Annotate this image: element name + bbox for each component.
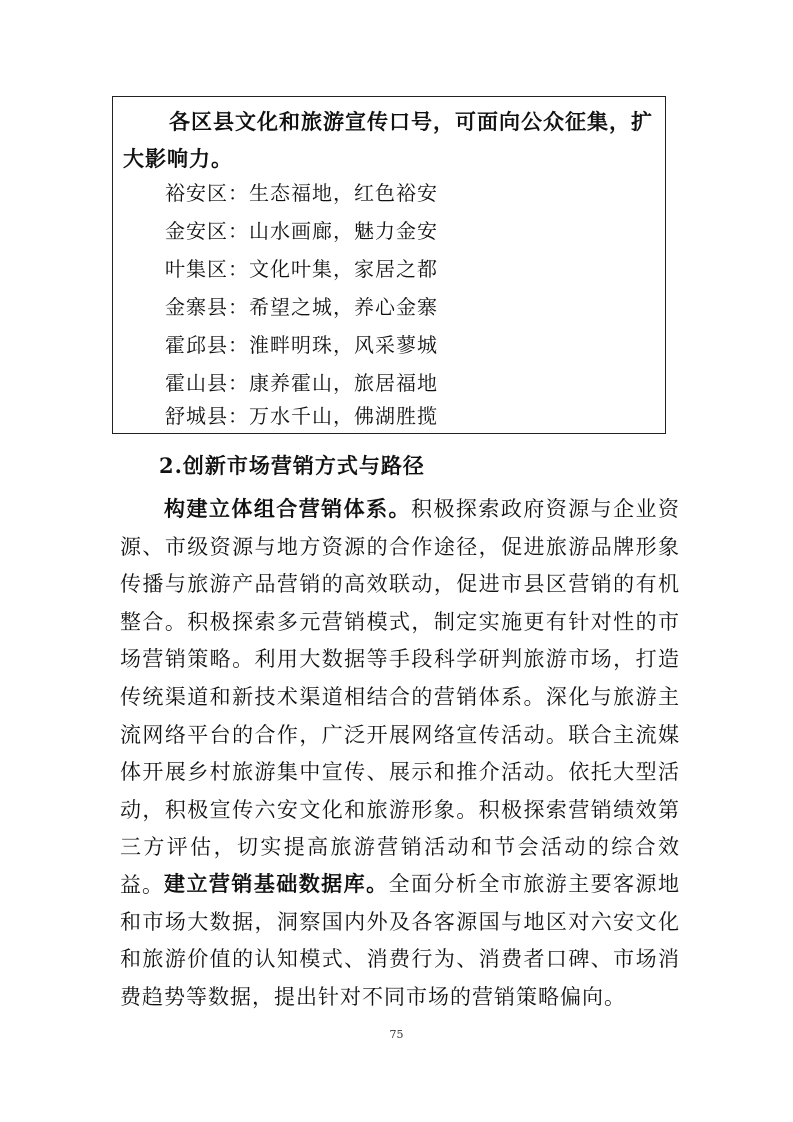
slogan-line: 霍山县：康养霍山，旅居福地: [165, 371, 438, 395]
slogan-line: 金寨县：希望之城，养心金寨: [165, 295, 438, 319]
slogan-line: 舒城县：万水千山，佛湖胜揽: [165, 404, 438, 428]
paragraph-lead: 构建立体组合营销体系。: [164, 496, 411, 521]
section-heading: 2.创新市场营销方式与路径: [159, 453, 425, 478]
slogan-line: 霍邱县：淮畔明珠，风采蓼城: [165, 333, 438, 357]
paragraph-database: [120, 865, 680, 1016]
slogan-line: 裕安区：生态福地，红色裕安: [165, 181, 438, 205]
paragraph-body: 全面分析全市旅游主要客源地和市场大数据，洞察国内外及各客源国与地区对六安文化和旅游价值的认知模式、消费行为、消费者口碑、市场消费趋势等数据，提出针对不同市场的营销策略偏向。: [120, 872, 681, 1009]
paragraph-body: 积极探索政府资源与企业资源、市级资源与地方资源的合作途径，促进旅游品牌形象传播与旅游产品营销的高效联动，促进市县区营销的有机整合。积极探索多元营销模式，制定实施更有针对性的市场营销策略。利用大数据等手段科学研判旅游市场，打造传统渠道和新技术渠道相结合的营销体系。深化与旅游主流网络平台的合作，广泛开展网络宣传活动。联合主流媒体开展乡村旅游集中宣传、展示和推介活动。依托大型活动，积极宣传六安文化和旅游形象。积极探索营销绩效第三方评估，切实提高旅游营销活动和节会活动的综合效益。: [120, 497, 680, 897]
box-title: 各区县文化和旅游宣传口号，可面向公众征集，扩大影响力。: [123, 109, 653, 171]
paragraph-lead: 建立营销基础数据库。: [164, 871, 389, 896]
slogan-line: 金安区：山水画廊，魅力金安: [165, 219, 438, 243]
slogan-box: [112, 96, 666, 434]
slogan-line: 叶集区：文化叶集，家居之都: [165, 257, 438, 281]
paragraph-marketing-system: [120, 490, 680, 905]
page-number: 75: [389, 1028, 404, 1041]
